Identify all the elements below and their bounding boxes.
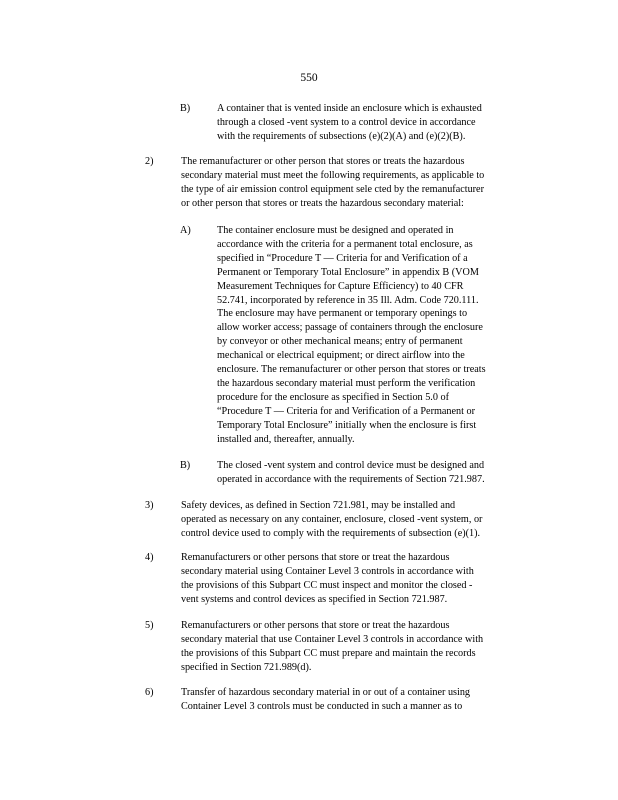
text-line: enclosure. The remanufacturer or other person that stores or treats <box>217 364 486 376</box>
text-line: vent systems and control devices as specified in Section 721.987. <box>181 593 448 605</box>
text-line: allow worker access; passage of containers through the enclosure <box>217 322 483 334</box>
text-line: accordance with the criteria for a permanent total enclosure, as <box>217 238 473 250</box>
item-text-4 <box>181 551 531 607</box>
item-label-b2: B) <box>180 460 191 471</box>
text-line: secondary material that use Container Level 3 controls in accordance with <box>181 633 484 645</box>
text-line: Remanufacturers or other persons that store or treat the hazardous <box>181 620 450 631</box>
text-line: 52.741, incorporated by reference in 35 Ill. Adm. Code 720.111. <box>217 294 479 306</box>
item-label-4: 4) <box>145 552 154 563</box>
text-line: A container that is vented inside an enclosure which is exhausted <box>217 103 482 114</box>
text-line: Transfer of hazardous secondary material in or out of a container using <box>181 687 471 698</box>
text-line: Permanent or Temporary Total Enclosure” in appendix B (VOM <box>217 266 479 278</box>
text-line: Remanufacturers or other persons that store or treat the hazardous <box>181 552 450 563</box>
text-line: specified in Section 721.989(d). <box>181 661 312 673</box>
item-text-2 <box>181 155 543 211</box>
item-text-6 <box>181 686 521 714</box>
text-line: the provisions of this Subpart CC must inspect and monitor the closed - <box>181 579 473 591</box>
text-line: Measurement Techniques for Capture Efficiency) to 40 CFR <box>217 280 464 292</box>
text-line: control device used to comply with the requirements of subsection (e)(1). <box>181 527 481 539</box>
item-label-a2: A) <box>180 225 191 236</box>
item-label-6: 6) <box>145 687 154 698</box>
page-number: 550 <box>300 72 318 84</box>
text-line: mechanical or electrical equipment; or direct airflow into the <box>217 350 465 362</box>
text-line: operated in accordance with the requirements of Section 721.987. <box>217 473 485 485</box>
text-line: the type of air emission control equipment sele cted by the remanufacturer <box>181 183 484 195</box>
text-line: secondary material using Container Level 3 controls in accordance with <box>181 565 474 577</box>
text-line: specified in “Procedure T — Criteria for and Verification of a <box>217 252 468 264</box>
text-line: Safety devices, as defined in Section 721.981, may be installed and <box>181 500 456 511</box>
text-line: “Procedure T — Criteria for and Verification of a Permanent or <box>217 405 475 417</box>
item-text-a2 <box>217 224 535 447</box>
item-text-b2 <box>217 459 535 487</box>
text-line: The closed -vent system and control device must be designed and <box>217 460 485 471</box>
item-text-b1 <box>217 102 525 144</box>
text-line: the provisions of this Subpart CC must prepare and maintain the records <box>181 647 476 659</box>
text-line: Temporary Total Enclosure” initially when the enclosure is first <box>217 419 477 431</box>
text-line: The enclosure may have permanent or temporary openings to <box>217 308 468 320</box>
item-text-3 <box>181 499 541 541</box>
item-label-5: 5) <box>145 620 154 631</box>
item-label-2: 2) <box>145 156 154 167</box>
text-line: by conveyor or other mechanical means; entry of permanent <box>217 336 463 348</box>
text-line: secondary material must meet the following requirements, as applicable to <box>181 169 485 181</box>
text-line: operated as necessary on any container, enclosure, closed -vent system, or <box>181 513 483 525</box>
item-text-5 <box>181 619 535 675</box>
text-line: the hazardous secondary material must perform the verification <box>217 377 476 389</box>
text-line: with the requirements of subsections (e)(2)(A) and (e)(2)(B). <box>217 130 466 142</box>
item-label-b1: B) <box>180 103 191 114</box>
text-line: or other person that stores or treats the hazardous secondary material: <box>181 197 464 209</box>
text-line: The container enclosure must be designed and operated in <box>217 225 454 236</box>
text-line: procedure for the enclosure as specified in Section 5.0 of <box>217 391 449 403</box>
text-line: through a closed -vent system to a control device in accordance <box>217 116 476 128</box>
text-line: The remanufacturer or other person that stores or treats the hazardous <box>181 156 465 167</box>
text-line: installed and, thereafter, annually. <box>217 433 355 445</box>
item-label-3: 3) <box>145 500 154 511</box>
text-line: Container Level 3 controls must be conducted in such a manner as to <box>181 700 463 712</box>
